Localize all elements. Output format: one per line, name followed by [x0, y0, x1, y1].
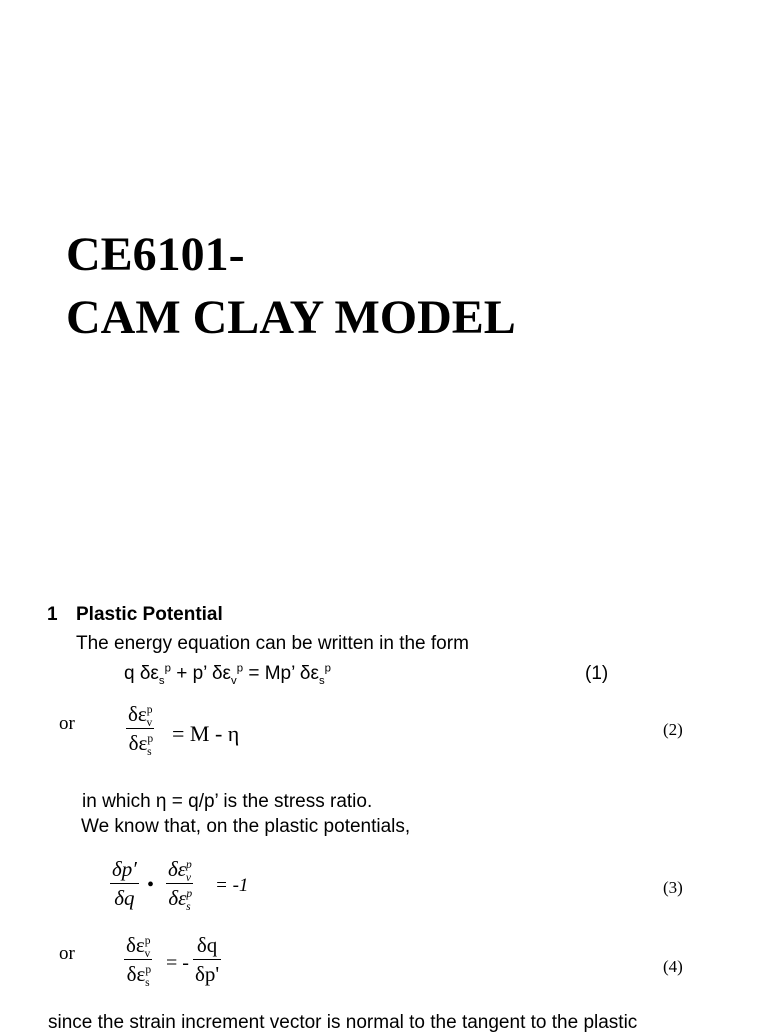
- eq4-f2-numerator: δq: [196, 933, 218, 957]
- eq1-lhs-a-sub: s: [158, 674, 165, 687]
- equation-1-number: (1): [585, 663, 609, 684]
- eq1-lhs-b-sup: p: [236, 662, 244, 675]
- eq1-lhs-a: q δε: [124, 663, 159, 684]
- section-number: 1: [47, 604, 58, 625]
- eq2-prefix: or: [59, 713, 75, 734]
- we-know-text: We know that, on the plastic potentials,: [81, 816, 411, 837]
- clipped-paragraph-line: since the strain increment vector is normal to the tangent to the plastic: [48, 1012, 638, 1033]
- eq1-lhs-b-sub: v: [231, 674, 237, 687]
- eq4-f1-denominator: $\delta\varepsilon^p_s$: [126, 962, 152, 990]
- eq4-f1-numerator: $\delta\varepsilon^p_v$: [126, 933, 151, 961]
- equation-2-number: (2): [663, 720, 683, 739]
- eq1-rhs-sup: p: [324, 662, 331, 675]
- section-heading: Plastic Potential: [76, 604, 223, 625]
- eq3-rhs: = -1: [215, 875, 249, 896]
- eq3-f1-denominator: δq: [114, 886, 135, 910]
- eq2-denominator: $\delta\varepsilon^p_s$: [128, 731, 154, 759]
- eq3-fraction-2: [166, 857, 193, 914]
- eq4-f2-denominator: δp': [195, 962, 220, 986]
- eq3-f2-bar: [166, 883, 193, 884]
- title-line-1: CE6101-: [66, 228, 245, 281]
- eq3-f1-numerator: δp′: [112, 857, 137, 881]
- eq1-lhs-a-sup: p: [164, 662, 171, 675]
- equation-1: [124, 662, 331, 687]
- eq4-prefix: or: [59, 943, 75, 964]
- eq2-fraction-bar: [126, 728, 154, 729]
- equation-3-number: (3): [663, 878, 683, 897]
- eq1-equals: = Mp’ δε: [243, 663, 319, 684]
- eq3-fraction-1: [110, 859, 139, 909]
- equation-4-number: (4): [663, 957, 683, 976]
- eq4-fraction-2: [193, 935, 221, 985]
- eq4-fraction-1: [124, 933, 152, 990]
- intro-text: The energy equation can be written in the form: [76, 633, 469, 654]
- eq3-f2-denominator: $\delta\varepsilon^p_s$: [168, 886, 193, 914]
- eq1-plus: + p’ δε: [170, 663, 232, 684]
- eq2-numerator: $\delta\varepsilon^p_v$: [128, 702, 153, 730]
- eq3-f1-bar: [110, 883, 139, 884]
- eq3-f2-numerator: $\delta\varepsilon^p_v$: [168, 857, 192, 885]
- title-line-2: CAM CLAY MODEL: [66, 291, 516, 344]
- eq4-f2-bar: [193, 959, 221, 960]
- in-which-text: in which η = q/p’ is the stress ratio.: [82, 791, 373, 812]
- eq4-mid: = -: [166, 952, 189, 974]
- eq3-dot: •: [147, 874, 155, 896]
- eq4-f1-bar: [124, 959, 152, 960]
- eq1-rhs-sub: s: [318, 674, 325, 687]
- eq2-fraction: [126, 702, 154, 759]
- eq2-rhs: = M - η: [172, 721, 240, 746]
